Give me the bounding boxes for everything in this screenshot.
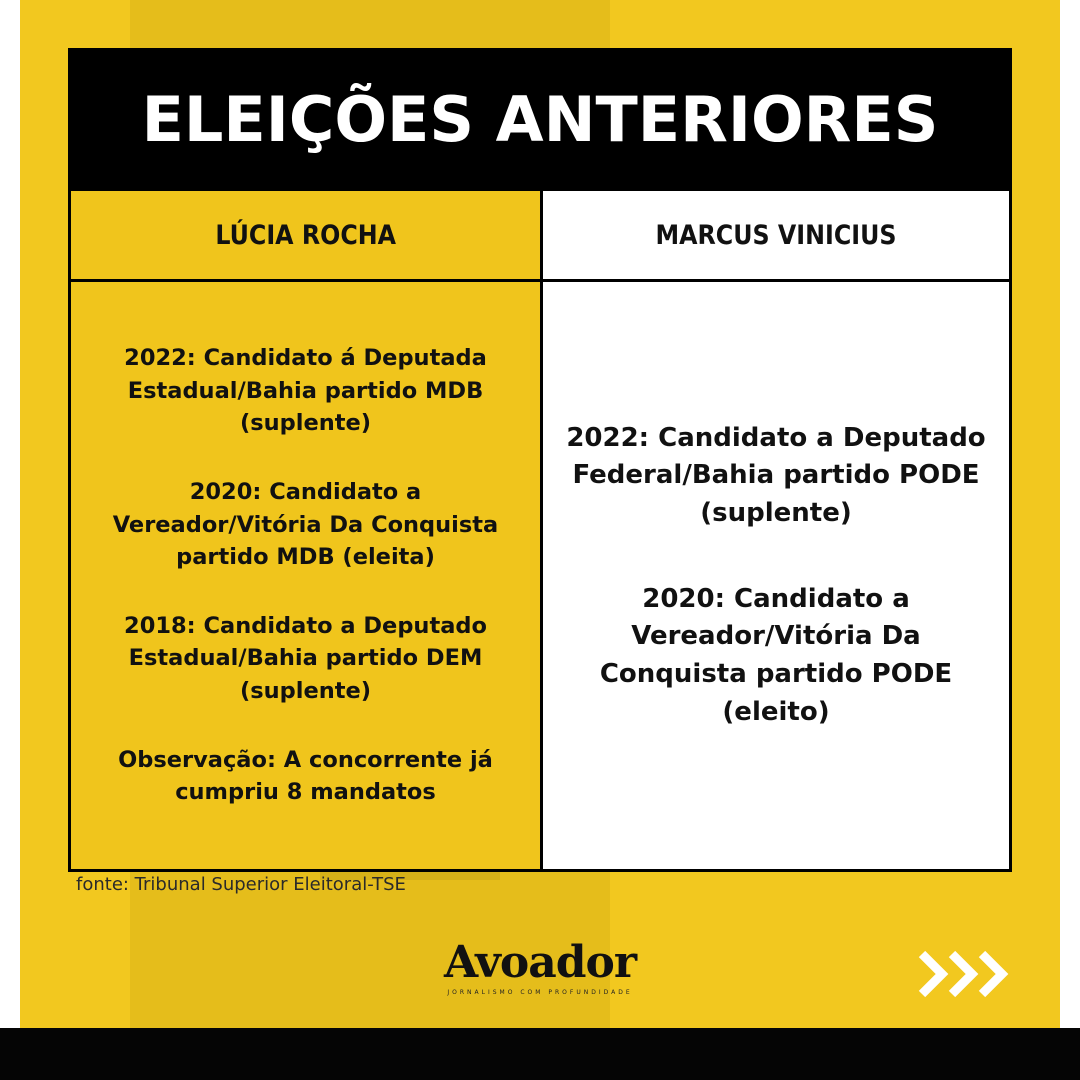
page-title: ELEIÇÕES ANTERIORES [141, 82, 939, 156]
header-lucia-rocha [68, 188, 543, 282]
bottom-bar [0, 1028, 1080, 1080]
list-item: 2018: Candidato a Deputado Estadual/Bahia partido DEM (suplente) [124, 612, 487, 705]
list-item: 2022: Candidato a Deputado Federal/Bahia partido PODE (suplente) [566, 422, 986, 528]
list-item: 2020: Candidato a Vereador/Vitória Da Conquista partido MDB (eleita) [112, 478, 499, 571]
list-item: 2020: Candidato a Vereador/Vitória Da Conquista partido PODE (eleito) [599, 583, 953, 727]
header-marcus-vinicius [540, 188, 1012, 282]
title-bar [68, 48, 1012, 190]
avoador-logo [440, 935, 640, 1005]
cell-marcus-vinicius-history [540, 279, 1012, 872]
column-name: MARCUS VINICIUS [655, 219, 897, 251]
column-name: LÚCIA ROCHA [215, 219, 396, 251]
logo-tagline: JORNALISMO COM PROFUNDIDADE [447, 989, 633, 996]
logo-name: Avoador [443, 937, 637, 988]
triple-chevron-right-icon[interactable] [918, 948, 1018, 1000]
source-caption: fonte: Tribunal Superior Eleitoral-TSE [76, 874, 406, 895]
observation: Observação: A concorrente já cumpriu 8 mandatos [118, 746, 493, 806]
list-item: 2022: Candidato á Deputada Estadual/Bahia partido MDB (suplente) [124, 345, 487, 437]
cell-lucia-rocha-history [68, 279, 543, 872]
comparison-table [68, 188, 1012, 872]
